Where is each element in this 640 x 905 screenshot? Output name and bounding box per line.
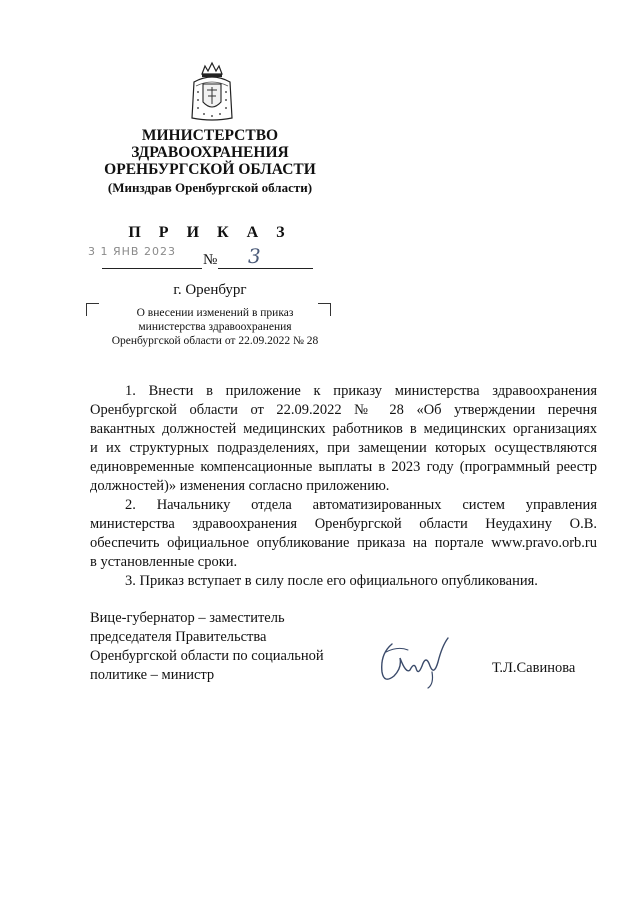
order-number: 3: [248, 244, 261, 268]
number-sign: №: [203, 252, 218, 268]
paragraph-line: обеспечить официальное опубликование приказа на портале www.pravo.orb.ru: [90, 535, 597, 551]
subject-line: О внесении изменений в приказ: [136, 307, 294, 319]
org-short-name: (Минздрав Оренбургской области): [107, 180, 313, 195]
signer-position-line: председателя Правительства: [90, 629, 267, 645]
signer-name: Т.Л.Савинова: [492, 660, 576, 676]
paragraph-line: единовременные компенсационные выплаты в 2023 году (программный реестр: [90, 459, 597, 475]
coat-of-arms-icon: [188, 60, 236, 124]
paragraph-line: 1. Внести в приложение к приказу министерства здравоохранения: [125, 383, 597, 399]
paragraph-line: в установленные сроки.: [90, 554, 238, 570]
paragraph-line: и их структурных подразделениях, при замещении которых осуществляются: [90, 440, 597, 456]
city-label: г. Оренбург: [173, 282, 247, 298]
org-name-line-3: ОРЕНБУРГСКОЙ ОБЛАСТИ: [104, 161, 316, 178]
org-name-line-1: МИНИСТЕРСТВО: [141, 127, 279, 144]
handwritten-signature-icon: [372, 632, 460, 690]
subject-line: Оренбургской области от 22.09.2022 № 28: [111, 335, 319, 347]
paragraph-line: 2. Начальнику отдела автоматизированных систем управления: [125, 497, 597, 513]
paragraph-line: должностей)» изменения согласно приложению.: [90, 478, 390, 494]
paragraph-line: Оренбургской области от 22.09.2022 № 28 «Об утверждении перечня: [90, 402, 597, 418]
document-title: П Р И К А З: [128, 224, 292, 241]
paragraph-line: 3. Приказ вступает в силу после его официального опубликования.: [125, 573, 538, 589]
signer-position-line: Вице-губернатор – заместитель: [90, 610, 285, 626]
date-stamp: 3 1 ЯНВ 2023: [88, 245, 176, 258]
signer-position-line: политике – министр: [90, 667, 215, 683]
signer-position-line: Оренбургской области по социальной: [90, 648, 324, 664]
org-name-line-2: ЗДРАВООХРАНЕНИЯ: [131, 144, 289, 161]
paragraph-line: министерства здравоохранения Оренбургской области Неудахину О.В.: [90, 516, 597, 532]
number-underline: [218, 268, 313, 269]
subject-line: министерства здравоохранения: [138, 321, 292, 333]
date-underline: [102, 268, 202, 269]
paragraph-line: вакантных должностей медицинских работников в медицинских организациях: [90, 421, 597, 437]
